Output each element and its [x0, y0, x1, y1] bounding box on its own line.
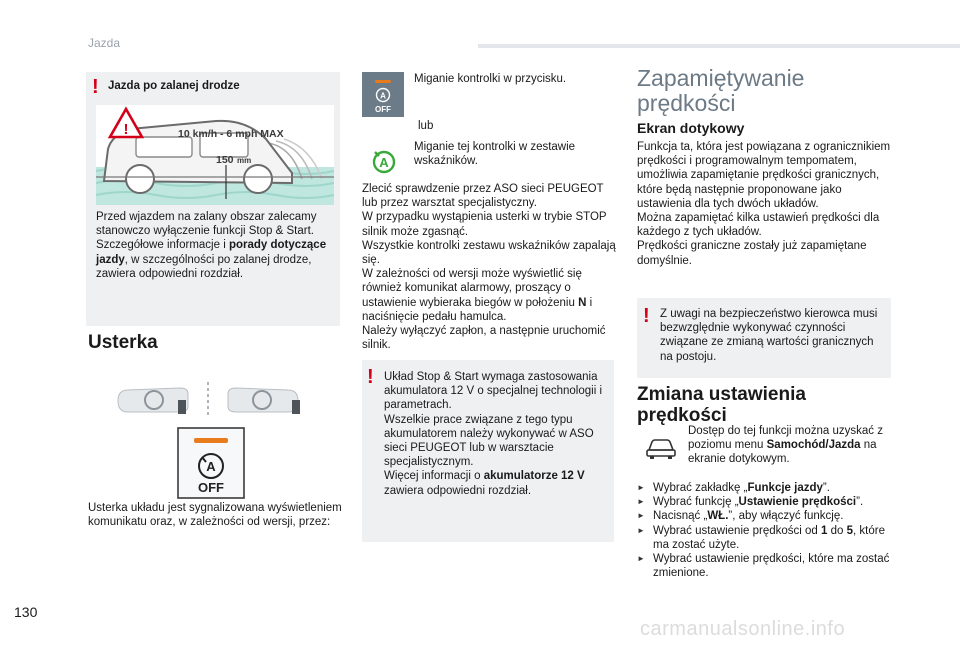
function-name: Ustawienie prędkości	[738, 496, 857, 509]
battery-warning-text	[384, 370, 610, 498]
touchscreen-text	[637, 140, 899, 268]
step-item	[637, 481, 899, 495]
flood-box-text	[96, 210, 332, 281]
step-item	[637, 524, 899, 552]
battery-text-1: Układ Stop & Start wymaga zastosowania akumulatora 12 V o specjalnej technologii i parametrach.	[384, 371, 602, 412]
car-icon	[645, 436, 677, 460]
depth-unit-label: mm	[237, 156, 252, 165]
triangle-warning-mark: !	[123, 121, 129, 138]
auto-a-symbol: A	[206, 459, 216, 474]
fault-heading: Usterka	[88, 332, 158, 353]
step-5-text: Wybrać ustawienie prędkości, które ma zostać zmienione.	[653, 553, 890, 580]
fault-instruction-5: Należy wyłączyć zapłon, a następnie uruchomić silnik.	[362, 325, 606, 352]
auto-off-button-icon	[362, 72, 404, 117]
access-text-end: na ekranie dotykowym.	[688, 439, 877, 466]
safety-warning-text: Z uwagi na bezpieczeństwo kierowca musi bezwzględnie wykonywać czynności związane ze zmianą wartości granicznych na postoju.	[660, 308, 878, 363]
speed-limit-label: 10 km/h - 6 mph MAX	[178, 128, 284, 140]
touchscreen-paragraph-3: Prędkości graniczne zostały już zapamiętane domyślnie.	[637, 240, 867, 267]
fault-instruction-4-text: W zależności od wersji może wyświetlić się również komunikat alarmowy, proszący o ustawienie wybieraka biegów w położeniu	[362, 268, 582, 309]
fault-instruction-1: Zlecić sprawdzenie przez ASO sieci PEUGEOT lub przez warsztat specjalistyczny.	[362, 183, 604, 210]
or-text: lub	[418, 120, 434, 132]
section-title: Zapamiętywanie prędkości	[637, 65, 805, 116]
step-4-end: , które ma zostać użyte.	[653, 524, 885, 551]
step-item	[637, 509, 899, 523]
step-item	[637, 552, 899, 580]
driving-advice-reference: porady dotyczące jazdy	[96, 239, 327, 266]
on-label: WŁ.	[707, 510, 729, 523]
page-number: 130	[14, 604, 38, 620]
watermark: carmanualsonline.info	[640, 618, 846, 640]
change-setting-heading: Zmiana ustawienia prędkości	[637, 384, 806, 426]
button-light-text: Miganie kontrolki w przycisku.	[414, 73, 567, 85]
step-item	[637, 495, 899, 509]
step-2-text: Wybrać funkcję „	[653, 496, 739, 509]
battery-text-3-start: Więcej informacji o	[384, 470, 484, 483]
range-start: 1	[821, 524, 828, 537]
battery-reference: akumulatorze 12 V	[483, 470, 585, 483]
menu-path: Samochód/Jazda	[766, 439, 861, 452]
gear-n-label: N	[578, 296, 587, 309]
flood-paragraph-2	[96, 238, 332, 281]
flooded-road-illustration	[96, 105, 334, 205]
step-1-end: ”.	[822, 482, 830, 494]
flood-paragraph-1: Przed wjazdem na zalany obszar zalecamy stanowczo wyłączenie funkcji Stop & Start.	[96, 211, 317, 238]
touchscreen-heading: Ekran dotykowy	[637, 120, 745, 136]
fault-instruction-2: W przypadku wystąpienia usterki w trybie STOP silnik może zgasnąć.	[362, 211, 607, 238]
procedure-steps	[637, 481, 899, 580]
battery-text-3	[384, 469, 610, 497]
step-2-end: ”.	[856, 496, 864, 509]
range-end: 5	[846, 524, 854, 537]
battery-text-3-end: zawiera odpowiedni rozdział.	[384, 484, 532, 497]
step-4-text: Wybrać ustawienie prędkości od	[653, 524, 822, 537]
header-bar	[478, 44, 960, 48]
step-3-text: Nacisnąć „	[653, 510, 708, 523]
flood-box-title: Jazda po zalanej drodze	[108, 80, 240, 92]
fault-instruction-3: Wszystkie kontrolki zestawu wskaźników zapalają się.	[362, 239, 616, 267]
step-4-mid: do	[827, 524, 847, 537]
step-3-end: ”, aby włączyć funkcję.	[728, 510, 844, 523]
section-label: Jazda	[88, 36, 121, 50]
icon-a-label: A	[380, 91, 386, 101]
cluster-light-text: Miganie tej kontrolki w zestawie wskaźników.	[414, 141, 576, 168]
lamp-a-label: A	[379, 155, 389, 170]
fault-instruction-4	[362, 267, 618, 324]
flood-p2-text-end: , w szczególności po zalanej drodze, zawiera odpowiedni rozdział.	[96, 253, 312, 280]
touchscreen-paragraph-2: Można zapamiętać kilka ustawień prędkości dla każdego z tych układów.	[637, 212, 880, 239]
stop-start-fault-illustration	[108, 380, 308, 500]
warning-icon: !	[367, 366, 374, 388]
stop-start-warning-lamp-icon	[364, 146, 404, 176]
icon-off-label: OFF	[375, 105, 391, 114]
access-text-start: Dostęp do tej funkcji można uzyskać z poziomu menu	[688, 425, 883, 452]
fault-description: Usterka układu jest sygnalizowana wyświetleniem komunikatu oraz, w zależności od wersji, przez:	[88, 502, 342, 529]
fault-instructions	[362, 182, 618, 352]
tab-name: Funkcje jazdy	[747, 482, 823, 494]
touchscreen-paragraph-1: Funkcja ta, która jest powiązana z ogranicznikiem prędkości i programowalnym tempomatem, umożliwia zapamiętanie prędkości granicznych, które będą następnie proponowane jako ustawienia dla tych dwóch układów.	[637, 141, 891, 210]
battery-text-2: Wszelkie prace związane z tego typu akumulatorem należy wykonywać w ASO sieci PEUGEOT lub w warsztacie specjalistycznym.	[384, 413, 594, 469]
warning-icon: !	[92, 76, 99, 98]
flood-p2-text: Szczegółowe informacje i	[96, 239, 229, 252]
step-1-text: Wybrać zakładkę „	[653, 482, 748, 494]
off-label: OFF	[198, 480, 224, 495]
fault-instruction-4-end: i naciśnięcie pedału hamulca.	[362, 296, 593, 323]
warning-icon: !	[643, 305, 650, 327]
access-text	[688, 424, 888, 467]
depth-value-label: 150	[216, 154, 234, 166]
